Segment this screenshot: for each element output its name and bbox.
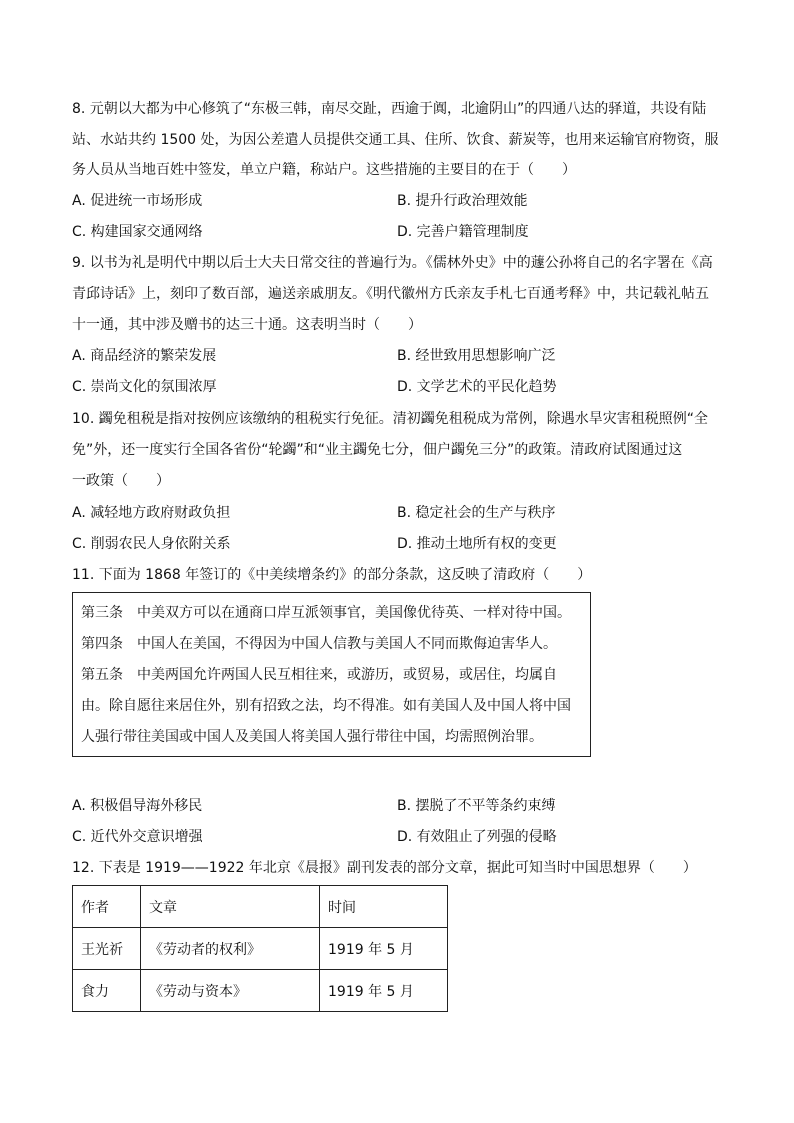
q10-option-d: D. 推动土地所有权的变更 <box>397 536 557 552</box>
q11-option-a: A. 积极倡导海外移民 <box>72 798 203 814</box>
q10-option-b: B. 稳定社会的生产与秩序 <box>397 505 556 521</box>
q9-stem-line-1: 9. 以书为礼是明代中期以后士大夫日常交往的普遍行为。《儒林外史》中的蘧公孙将自己的名字署在《高 <box>72 255 713 271</box>
q9-option-a: A. 商品经济的繁荣发展 <box>72 348 217 364</box>
table-row <box>73 970 448 1012</box>
table-header-article: 文章 <box>141 886 320 928</box>
q9-option-d: D. 文学艺术的平民化趋势 <box>397 379 557 395</box>
q11-treaty-line-3: 第五条 中美两国允许两国人民互相往来，或游历，或贸易，或居住，均属自 <box>81 667 557 683</box>
q8-option-a: A. 促进统一市场形成 <box>72 193 203 209</box>
q8-stem-line-1: 8. 元朝以大都为中心修筑了“东极三韩，南尽交趾，西逾于阗，北逾阴山”的四通八达的驿道，共设有陆 <box>72 101 707 117</box>
q10-stem-line-2: 免”外，还一度实行全国各省份“轮蠲”和“业主蠲免七分，佃户蠲免三分”的政策。清政府试图通过这 <box>72 442 683 458</box>
table-cell-author: 食力 <box>73 970 141 1012</box>
table-cell-time: 1919 年 5 月 <box>320 970 448 1012</box>
q9-stem-line-3: 十一通，其中涉及赠书的达三十通。这表明当时（ ） <box>72 317 422 333</box>
table-row <box>73 928 448 970</box>
q8-option-c: C. 构建国家交通网络 <box>72 224 203 240</box>
q11-stem: 11. 下面为 1868 年签订的《中美续增条约》的部分条款，这反映了清政府（ ） <box>72 567 592 583</box>
q12-articles-table <box>72 885 448 1012</box>
q11-treaty-line-1: 第三条 中美双方可以在通商口岸互派领事官，美国像优待英、一样对待中国。 <box>81 605 571 621</box>
table-cell-article: 《劳动者的权利》 <box>141 928 320 970</box>
table-header-author: 作者 <box>73 886 141 928</box>
q8-stem-line-2: 站、水站共约 1500 处，为因公差遣人员提供交通工具、住所、饮食、薪炭等，也用来运输官府物资，服 <box>72 132 719 148</box>
table-header-row <box>73 886 448 928</box>
q12-stem: 12. 下表是 1919——1922 年北京《晨报》副刊发表的部分文章，据此可知当时中国思想界（ ） <box>72 860 697 876</box>
q11-option-c: C. 近代外交意识增强 <box>72 829 203 845</box>
table-cell-time: 1919 年 5 月 <box>320 928 448 970</box>
q8-stem-line-3: 务人员从当地百姓中签发，单立户籍，称站户。这些措施的主要目的在于（ ） <box>72 162 576 178</box>
q10-stem-line-1: 10. 蠲免租税是指对按例应该缴纳的租税实行免征。清初蠲免租税成为常例，除遇水旱灾害租税照例“全 <box>72 411 708 427</box>
q9-option-b: B. 经世致用思想影响广泛 <box>397 348 556 364</box>
q11-option-b: B. 摆脱了不平等条约束缚 <box>397 798 556 814</box>
table-header-time: 时间 <box>320 886 448 928</box>
q11-treaty-excerpt-box <box>72 592 591 757</box>
q11-option-d: D. 有效阻止了列强的侵略 <box>397 829 557 845</box>
q9-stem-line-2: 青邱诗话》上，刻印了数百部，遍送亲戚朋友。《明代徽州方氏亲友手札七百通考释》中，共记载礼帖五 <box>72 286 709 302</box>
q10-option-a: A. 减轻地方政府财政负担 <box>72 505 231 521</box>
q10-option-c: C. 削弱农民人身依附关系 <box>72 536 231 552</box>
table-cell-author: 王光祈 <box>73 928 141 970</box>
q11-treaty-line-2: 第四条 中国人在美国，不得因为中国人信教与美国人不同而欺侮迫害华人。 <box>81 636 557 652</box>
q10-stem-line-3: 一政策（ ） <box>72 473 170 489</box>
q11-treaty-line-4: 由。除自愿往来居住外，别有招致之法，均不得准。如有美国人及中国人将中国 <box>81 698 571 714</box>
q8-option-b: B. 提升行政治理效能 <box>397 193 528 209</box>
q9-option-c: C. 崇尚文化的氛围浓厚 <box>72 379 217 395</box>
q8-option-d: D. 完善户籍管理制度 <box>397 224 529 240</box>
q11-treaty-line-5: 人强行带往美国或中国人及美国人将美国人强行带往中国，均需照例治罪。 <box>81 729 543 745</box>
table-cell-article: 《劳动与资本》 <box>141 970 320 1012</box>
